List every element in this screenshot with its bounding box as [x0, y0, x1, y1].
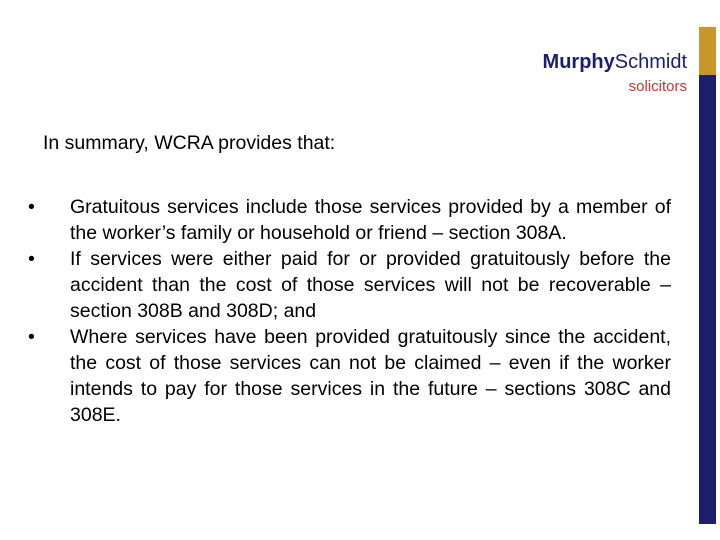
bullet-text: Where services have been provided gratuitously since the accident, the cost of those services can not be claimed – even if the worker intends to pay for those services in the future – sections 308C and 308E.	[70, 326, 671, 426]
bullet-dot-icon: •	[28, 248, 35, 270]
bullet-dot-icon: •	[28, 326, 35, 348]
brand-bar-navy	[699, 75, 716, 524]
slide-heading: In summary, WCRA provides that:	[43, 132, 336, 154]
bullet-item	[28, 246, 671, 324]
company-logo	[543, 50, 687, 97]
bullet-dot-icon: •	[28, 196, 35, 218]
logo-name	[543, 50, 687, 74]
bullet-text: If services were either paid for or provided gratuitously before the accident than the cost of those services will not be recoverable – section 308B and 308D; and	[70, 248, 671, 322]
bullet-item	[28, 194, 671, 246]
brand-bar-gold	[699, 27, 716, 75]
logo-name-bold: Murphy	[542, 51, 615, 73]
logo-tagline: solicitors	[628, 78, 687, 95]
bullet-text: Gratuitous services include those services provided by a member of the worker’s family or household or friend – section 308A.	[70, 196, 671, 244]
bullet-list	[28, 194, 671, 428]
logo-name-regular: Schmidt	[614, 51, 687, 73]
bullet-item	[28, 324, 671, 428]
